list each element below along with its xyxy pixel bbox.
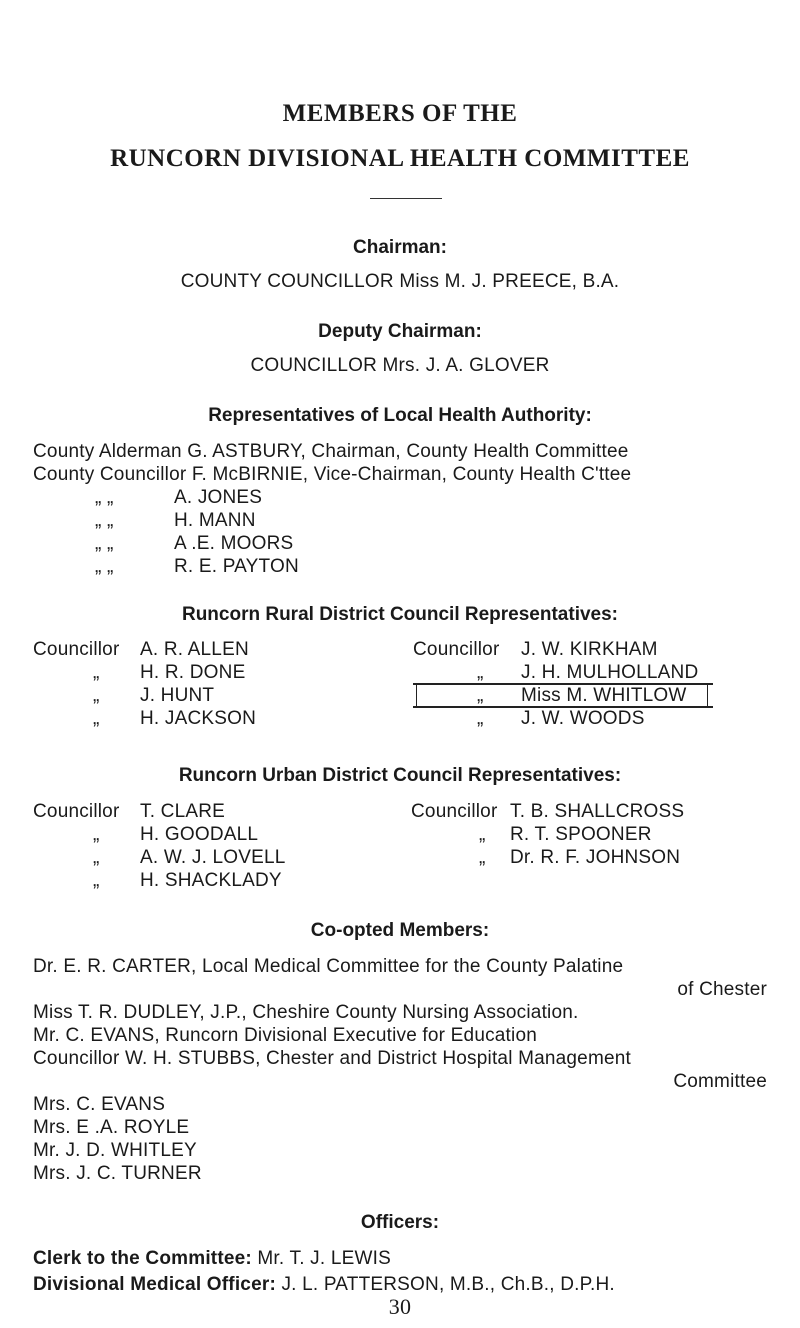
rural-right-member: J. W. KIRKHAM xyxy=(521,639,658,660)
urban-right-ditto: „ xyxy=(479,847,486,868)
local-health-line-1: County Alderman G. ASTBURY, Chairman, County Health Committee xyxy=(33,441,629,462)
local-health-ditto: „ „ xyxy=(95,556,114,577)
title-line-1: MEMBERS OF THE xyxy=(282,100,518,127)
urban-right-prefix: Councillor xyxy=(411,801,498,822)
title-divider xyxy=(370,198,442,199)
officer-dmo-name: J. L. PATTERSON, M.B., Ch.B., D.P.H. xyxy=(281,1274,615,1295)
chairman-name: COUNTY COUNCILLOR Miss M. J. PREECE, B.A. xyxy=(180,271,620,292)
rural-heading: Runcorn Rural District Council Representatives: xyxy=(181,604,619,625)
urban-left-ditto: „ xyxy=(93,824,100,845)
rural-right-ditto: „ xyxy=(477,685,484,706)
coopted-member: Mr. C. EVANS, Runcorn Divisional Executive for Education xyxy=(33,1025,537,1046)
rural-right-member: J. W. WOODS xyxy=(521,708,645,729)
rural-right-ditto: „ xyxy=(477,662,484,683)
rural-left-ditto: „ xyxy=(93,685,100,706)
officer-clerk-label: Clerk to the Committee: xyxy=(33,1248,252,1269)
urban-left-ditto: „ xyxy=(93,870,100,891)
coopted-member: Mr. J. D. WHITLEY xyxy=(33,1140,197,1161)
rural-right-prefix: Councillor xyxy=(413,639,500,660)
box-edge xyxy=(707,684,708,706)
urban-left-member: H. GOODALL xyxy=(140,824,259,845)
local-health-heading: Representatives of Local Health Authority: xyxy=(208,405,592,426)
officer-clerk-name: Mr. T. J. LEWIS xyxy=(257,1248,391,1269)
coopted-member: Miss T. R. DUDLEY, J.P., Cheshire County Nursing Association. xyxy=(33,1002,579,1023)
rural-right-member: Miss M. WHITLOW xyxy=(521,685,687,706)
local-health-line-2: County Councillor F. McBIRNIE, Vice-Chairman, County Health C'ttee xyxy=(33,464,632,485)
chairman-heading: Chairman: xyxy=(353,237,447,258)
rural-left-ditto: „ xyxy=(93,662,100,683)
coopted-heading: Co-opted Members: xyxy=(310,920,490,941)
coopted-member-continuation: Committee xyxy=(673,1071,767,1092)
officer-dmo xyxy=(33,1274,615,1296)
officers-heading: Officers: xyxy=(360,1212,440,1233)
local-health-member: A .E. MOORS xyxy=(174,533,294,554)
urban-left-prefix: Councillor xyxy=(33,801,120,822)
urban-right-member: T. B. SHALLCROSS xyxy=(510,801,685,822)
deputy-heading: Deputy Chairman: xyxy=(318,321,482,342)
coopted-member: Mrs. C. EVANS xyxy=(33,1094,166,1115)
rural-right-ditto: „ xyxy=(477,708,484,729)
rural-left-member: J. HUNT xyxy=(140,685,215,706)
underline xyxy=(413,706,713,708)
coopted-member: Mrs. J. C. TURNER xyxy=(33,1163,202,1184)
local-health-ditto: „ „ xyxy=(95,510,114,531)
page-number: 30 xyxy=(388,1294,412,1319)
rural-left-member: A. R. ALLEN xyxy=(140,639,249,660)
officer-dmo-label: Divisional Medical Officer: xyxy=(33,1274,276,1295)
urban-right-member: R. T. SPOONER xyxy=(510,824,652,845)
urban-left-member: A. W. J. LOVELL xyxy=(140,847,286,868)
urban-left-ditto: „ xyxy=(93,847,100,868)
coopted-member-continuation: of Chester xyxy=(677,979,767,1000)
coopted-member: Councillor W. H. STUBBS, Chester and District Hospital Management xyxy=(33,1048,631,1069)
urban-right-ditto: „ xyxy=(479,824,486,845)
coopted-member: Dr. E. R. CARTER, Local Medical Committee for the County Palatine xyxy=(33,956,624,977)
coopted-member: Mrs. E .A. ROYLE xyxy=(33,1117,190,1138)
urban-left-member: T. CLARE xyxy=(140,801,226,822)
local-health-member: H. MANN xyxy=(174,510,256,531)
local-health-member: A. JONES xyxy=(174,487,263,508)
urban-heading: Runcorn Urban District Council Representatives: xyxy=(178,765,622,786)
officer-clerk xyxy=(33,1248,391,1270)
local-health-ditto: „ „ xyxy=(95,533,114,554)
rural-left-member: H. JACKSON xyxy=(140,708,257,729)
urban-right-member: Dr. R. F. JOHNSON xyxy=(510,847,681,868)
local-health-member: R. E. PAYTON xyxy=(174,556,299,577)
rural-left-ditto: „ xyxy=(93,708,100,729)
local-health-ditto: „ „ xyxy=(95,487,114,508)
urban-left-member: H. SHACKLADY xyxy=(140,870,282,891)
rural-left-member: H. R. DONE xyxy=(140,662,246,683)
rural-right-member: J. H. MULHOLLAND xyxy=(521,662,699,683)
title-line-2: RUNCORN DIVISIONAL HEALTH COMMITTEE xyxy=(110,145,690,172)
deputy-name: COUNCILLOR Mrs. J. A. GLOVER xyxy=(250,355,550,376)
box-edge xyxy=(416,684,417,706)
underline xyxy=(413,683,713,685)
rural-left-prefix: Councillor xyxy=(33,639,120,660)
